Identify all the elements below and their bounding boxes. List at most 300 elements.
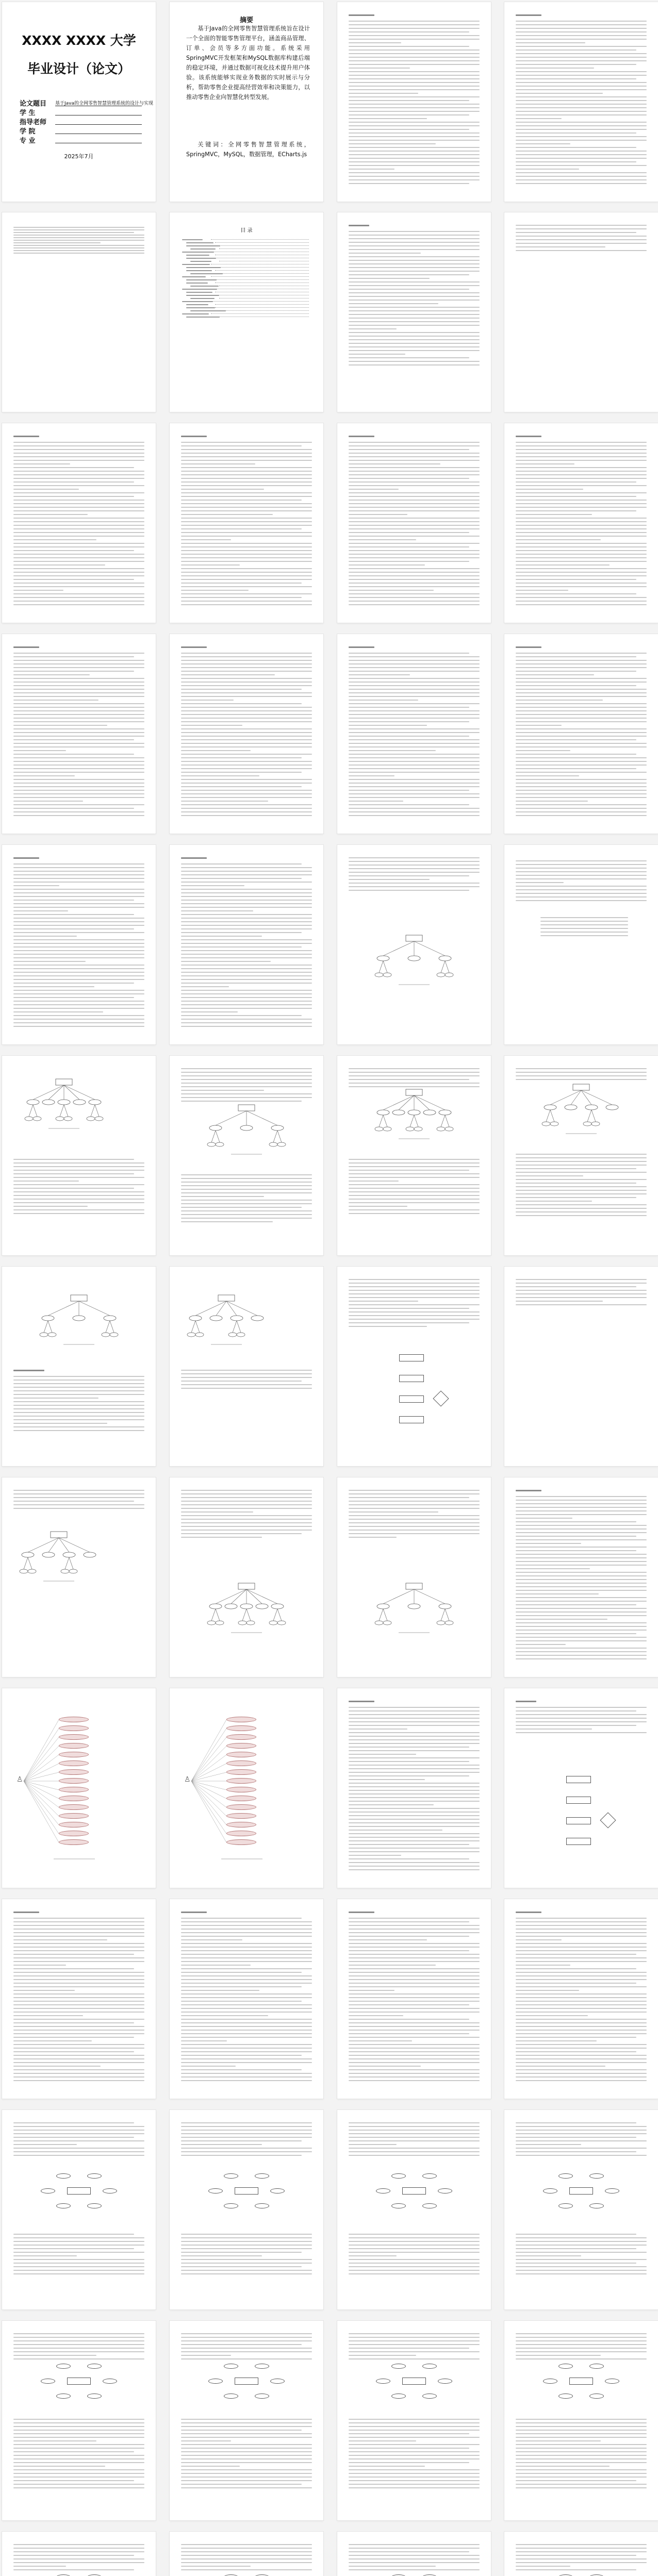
text-line (13, 2340, 144, 2341)
text-line (516, 790, 647, 791)
text-line (516, 1507, 647, 1508)
attribute-ellipse (255, 2173, 269, 2179)
text-line (516, 1547, 647, 1548)
text-line (349, 2137, 480, 2138)
text-line (349, 132, 480, 134)
text-line (13, 2026, 144, 2027)
text-line (13, 2451, 134, 2452)
text-line (349, 728, 480, 729)
section-heading (349, 1912, 374, 1913)
text-line (349, 2155, 480, 2156)
text-line (13, 663, 144, 664)
text-line (13, 2348, 144, 2349)
use-case-oval (59, 1743, 89, 1749)
diagram-node (42, 1316, 54, 1321)
text-line (516, 2004, 647, 2005)
text-line (516, 57, 647, 58)
university-name: XXXX XXXX 大学 (22, 33, 136, 48)
diagram-connector (195, 1321, 200, 1333)
text-line (349, 1710, 480, 1711)
diagram-node (408, 1110, 420, 1115)
text-line (349, 2544, 480, 2545)
flow-diagram (2, 1267, 156, 1466)
text-line (349, 2448, 469, 2449)
text-line (349, 2480, 480, 2481)
text-line (181, 939, 312, 940)
text-line (181, 656, 312, 657)
text-line (349, 2487, 480, 2488)
text-line (516, 871, 647, 872)
text-line (13, 815, 144, 816)
text-line (516, 68, 594, 69)
text-line (516, 765, 647, 766)
use-case-oval (59, 1796, 89, 1801)
diagram-connector (237, 1321, 241, 1333)
text-line (13, 1968, 134, 1969)
text-line (13, 739, 134, 740)
text-line (349, 1725, 480, 1726)
text-line (516, 689, 647, 690)
text-line (181, 1207, 302, 1208)
text-line (516, 586, 647, 587)
text-line (516, 129, 647, 130)
text-line (181, 2245, 312, 2246)
text-line (516, 1201, 592, 1202)
text-line (349, 1177, 480, 1178)
text-line (349, 1954, 480, 1955)
text-line (181, 2551, 312, 2552)
diagram-connector (64, 1085, 95, 1100)
text-line (181, 2148, 312, 2149)
diagram-node (33, 1117, 41, 1121)
text-line (540, 935, 628, 936)
text-line (13, 1954, 134, 1955)
section-heading (13, 436, 39, 437)
diagram-connector (383, 1589, 414, 1604)
text-line (516, 1732, 647, 1733)
text-line (349, 1199, 480, 1200)
text-line (349, 231, 480, 232)
text-line (349, 2026, 480, 2027)
text-line (181, 550, 312, 551)
text-line (516, 2466, 610, 2467)
diagram-node (22, 1552, 34, 1557)
text-line (13, 678, 144, 679)
diagram-connector (65, 1557, 69, 1569)
text-line (516, 1561, 647, 1562)
text-line (349, 2255, 397, 2256)
text-line (13, 1943, 144, 1944)
text-line (516, 1979, 647, 1980)
text-line (516, 2437, 647, 2438)
text-line (516, 1975, 647, 1976)
text-line (349, 1297, 480, 1298)
diagram-connector (233, 1321, 237, 1333)
text-line (349, 263, 480, 264)
text-line (516, 1301, 603, 1302)
text-line (349, 572, 480, 573)
text-line (181, 2469, 312, 2470)
text-line (13, 928, 134, 929)
attribute-ellipse (558, 2364, 573, 2369)
text-line (13, 240, 144, 241)
text-line (13, 543, 144, 544)
diagram-node (542, 1122, 550, 1126)
text-line (349, 601, 480, 602)
text-line (181, 1975, 312, 1976)
text-line (516, 572, 647, 573)
text-line (181, 485, 312, 486)
text-line (349, 604, 480, 605)
attribute-ellipse (376, 2188, 390, 2193)
diagram-node (406, 935, 422, 941)
diagram-connector (410, 1115, 414, 1127)
text-line (13, 761, 144, 762)
diagram-connector (211, 1609, 216, 1621)
section-heading (516, 14, 541, 16)
diagram-connector (414, 941, 445, 956)
text-line (349, 674, 410, 675)
text-line (516, 467, 647, 468)
text-line (181, 1185, 312, 1186)
text-line (349, 2337, 480, 2338)
text-line (13, 1004, 144, 1005)
text-line (349, 1293, 480, 1294)
toc-heading: 目 录 (240, 228, 253, 234)
use-case-oval (226, 1725, 256, 1731)
diagram-node (565, 1105, 577, 1110)
text-line (13, 590, 63, 591)
section-heading (516, 1912, 541, 1913)
attribute-ellipse (543, 2379, 557, 2384)
attribute-ellipse (589, 2574, 604, 2576)
diagram-node (377, 956, 389, 961)
text-line (349, 703, 480, 704)
text-line (516, 1550, 636, 1551)
document-page (504, 1477, 658, 1677)
text-line (349, 539, 416, 540)
text-line (13, 1026, 144, 1027)
text-line (181, 2069, 302, 2070)
text-line (516, 1965, 570, 1966)
document-page (170, 845, 323, 1044)
text-line (349, 801, 403, 802)
figure-caption (566, 1133, 597, 1134)
text-line (516, 2048, 647, 2049)
text-line (13, 946, 144, 948)
text-line (516, 1554, 647, 1555)
text-line (13, 874, 144, 875)
text-line (13, 575, 144, 576)
diagram-connector (383, 1115, 387, 1127)
text-line (13, 1398, 98, 1399)
document-page (504, 1056, 658, 1255)
text-line (516, 2469, 647, 2470)
text-line (349, 554, 480, 555)
diagram-connector (246, 1609, 251, 1621)
text-line (516, 2062, 647, 2063)
text-line (181, 2026, 312, 2027)
text-line (13, 2076, 144, 2078)
text-line (13, 779, 144, 780)
text-line (13, 1159, 134, 1160)
text-line (181, 514, 273, 515)
attribute-ellipse (589, 2203, 604, 2208)
text-line (516, 775, 579, 776)
text-line (349, 656, 480, 657)
text-line (13, 485, 144, 486)
text-line (13, 2126, 144, 2127)
text-line (516, 2344, 647, 2345)
text-line (349, 1997, 480, 1998)
toc-leader (215, 245, 309, 246)
text-line (13, 593, 144, 594)
text-line (181, 867, 312, 868)
text-line (181, 885, 244, 886)
text-line (516, 1725, 636, 1726)
text-line (516, 478, 647, 479)
text-line (13, 682, 144, 683)
use-case-oval (59, 1769, 89, 1775)
text-line (349, 24, 480, 25)
document-page (2, 1688, 156, 1888)
text-line (181, 707, 312, 708)
diagram-node (210, 1316, 222, 1321)
abstract-body: 基于Java的全网零售智慧管理系统旨在设计一个全面的智能零售管理平台，涵盖商品管理、订单、会员等多方面功能。系统采用SpringMVC开发框架和MySQL数据库构建后端的稳定环境，并通过数据可视化技术提升用户体验。该系统能够实现业务数据的实时展示与分析，帮助零售企业提高经营效率和决策能力，以推动零售企业向智慧化转型发展。 (186, 25, 310, 101)
text-line (349, 783, 480, 784)
text-line (181, 2473, 312, 2474)
attribute-ellipse (255, 2203, 269, 2208)
text-line (181, 1203, 312, 1204)
text-line (349, 2133, 480, 2134)
text-line (516, 2026, 647, 2027)
text-line (516, 1532, 647, 1533)
diagram-connector (246, 1589, 277, 1604)
text-line (516, 2237, 647, 2238)
text-line (13, 1008, 144, 1009)
text-line (13, 2073, 144, 2074)
text-line (516, 804, 647, 805)
text-line (181, 765, 312, 766)
text-line (349, 1779, 425, 1780)
diagram-node (195, 1333, 204, 1337)
text-line (181, 2126, 312, 2127)
diagram-connector (91, 1105, 95, 1117)
text-line (13, 1199, 144, 1200)
text-line (516, 663, 647, 664)
text-line (349, 597, 480, 598)
text-line (181, 682, 312, 683)
text-line (349, 478, 469, 479)
diagram-node (238, 1621, 246, 1625)
text-line (181, 2037, 312, 2038)
text-line (516, 878, 647, 879)
section-heading (349, 436, 374, 437)
text-line (516, 793, 647, 794)
text-line (516, 510, 636, 511)
section-heading (13, 1912, 39, 1913)
text-line (516, 114, 647, 115)
text-line (349, 318, 480, 319)
text-line (349, 2273, 480, 2274)
text-line (516, 518, 647, 519)
use-case-oval (226, 1839, 256, 1845)
text-line (13, 2344, 144, 2345)
text-line (349, 768, 480, 769)
text-line (181, 779, 312, 780)
text-line (181, 2151, 312, 2152)
text-line (13, 732, 144, 733)
document-page (170, 423, 323, 623)
text-line (516, 1710, 636, 1711)
text-line (13, 685, 144, 686)
text-line (13, 1170, 144, 1171)
text-line (516, 2270, 647, 2271)
text-line (516, 1936, 647, 1937)
attribute-ellipse (87, 2173, 102, 2179)
toc-entry (186, 258, 216, 259)
text-line (13, 1209, 144, 1210)
text-line (349, 1822, 480, 1823)
text-line (349, 296, 480, 297)
text-line (349, 111, 480, 112)
text-line (13, 954, 144, 955)
text-line (516, 453, 647, 454)
text-line (349, 2062, 480, 2063)
text-line (516, 2022, 647, 2023)
text-line (516, 1193, 647, 1194)
text-line (13, 878, 144, 879)
text-line (516, 78, 636, 79)
diagram-node (375, 1127, 383, 1131)
text-line (181, 736, 312, 737)
diagram-node (187, 1333, 195, 1337)
text-line (349, 165, 480, 166)
text-line (13, 2048, 144, 2049)
text-line (181, 896, 312, 897)
text-line (181, 914, 312, 915)
diagram-node (256, 1604, 268, 1609)
text-line (349, 93, 418, 94)
text-line (349, 1181, 399, 1182)
diagram-node (392, 1110, 405, 1115)
text-line (181, 2558, 312, 2560)
text-line (349, 285, 480, 286)
text-line (516, 678, 647, 679)
text-line (13, 1394, 144, 1395)
diagram-node (544, 1105, 556, 1110)
text-line (349, 1173, 480, 1174)
text-line (349, 1819, 480, 1820)
text-line (349, 75, 480, 76)
text-line (516, 93, 603, 94)
document-page (2, 634, 156, 834)
text-line (181, 2344, 302, 2345)
entity-box (569, 2187, 593, 2195)
text-line (181, 2048, 312, 2049)
text-line (516, 2548, 647, 2549)
text-line (181, 2022, 312, 2023)
diagram-node (51, 1532, 67, 1538)
diagram-connector (33, 1085, 64, 1100)
document-page (2, 1056, 156, 1255)
text-line (516, 801, 588, 802)
text-line (13, 2033, 144, 2034)
text-line (181, 783, 312, 784)
text-line (516, 692, 647, 693)
text-line (349, 1308, 469, 1309)
text-line (349, 125, 480, 126)
attribute-ellipse (391, 2574, 406, 2576)
attribute-ellipse (605, 2188, 619, 2193)
text-line (349, 1736, 480, 1737)
text-line (516, 2480, 636, 2481)
text-line (13, 689, 144, 690)
document-page (337, 634, 491, 834)
text-line (349, 310, 480, 311)
document-page (170, 1688, 323, 1888)
text-line (181, 2259, 312, 2260)
text-line (13, 692, 144, 693)
text-line (516, 1957, 647, 1958)
toc-entry (186, 295, 219, 296)
diagram-connector (383, 961, 387, 973)
toc-entry (182, 239, 203, 240)
text-line (181, 1921, 312, 1922)
attribute-ellipse (208, 2379, 223, 2384)
attribute-ellipse (270, 2379, 285, 2384)
text-line (181, 954, 312, 955)
text-line (13, 1387, 144, 1388)
text-line (349, 281, 480, 282)
text-line (349, 303, 438, 304)
text-line (13, 2245, 144, 2246)
text-line (181, 2044, 312, 2045)
attribute-ellipse (87, 2394, 102, 2399)
text-line (349, 1707, 480, 1708)
text-line (349, 1286, 480, 1287)
text-line (13, 2544, 144, 2545)
text-line (181, 768, 312, 769)
text-line (181, 449, 312, 450)
section-heading (516, 1701, 536, 1702)
text-line (181, 2237, 312, 2238)
text-line (181, 2351, 312, 2352)
attribute-ellipse (56, 2173, 71, 2179)
text-line (13, 1426, 144, 1427)
text-line (181, 2430, 302, 2431)
text-line (349, 1990, 394, 1991)
text-line (13, 245, 144, 246)
text-line (181, 445, 302, 446)
text-line (349, 2151, 480, 2152)
text-line (13, 2055, 144, 2056)
diagram-node (56, 1117, 64, 1121)
text-line (181, 961, 271, 962)
text-line (13, 990, 144, 991)
text-line (13, 925, 144, 926)
text-line (516, 100, 647, 101)
text-line (13, 718, 144, 719)
text-line (516, 750, 570, 751)
text-line (516, 1939, 562, 1940)
text-line (349, 1290, 480, 1291)
text-line (13, 1990, 75, 1991)
text-line (349, 1947, 480, 1948)
toc-entry (186, 242, 213, 243)
toc-leader (211, 313, 309, 314)
text-line (516, 1521, 636, 1522)
